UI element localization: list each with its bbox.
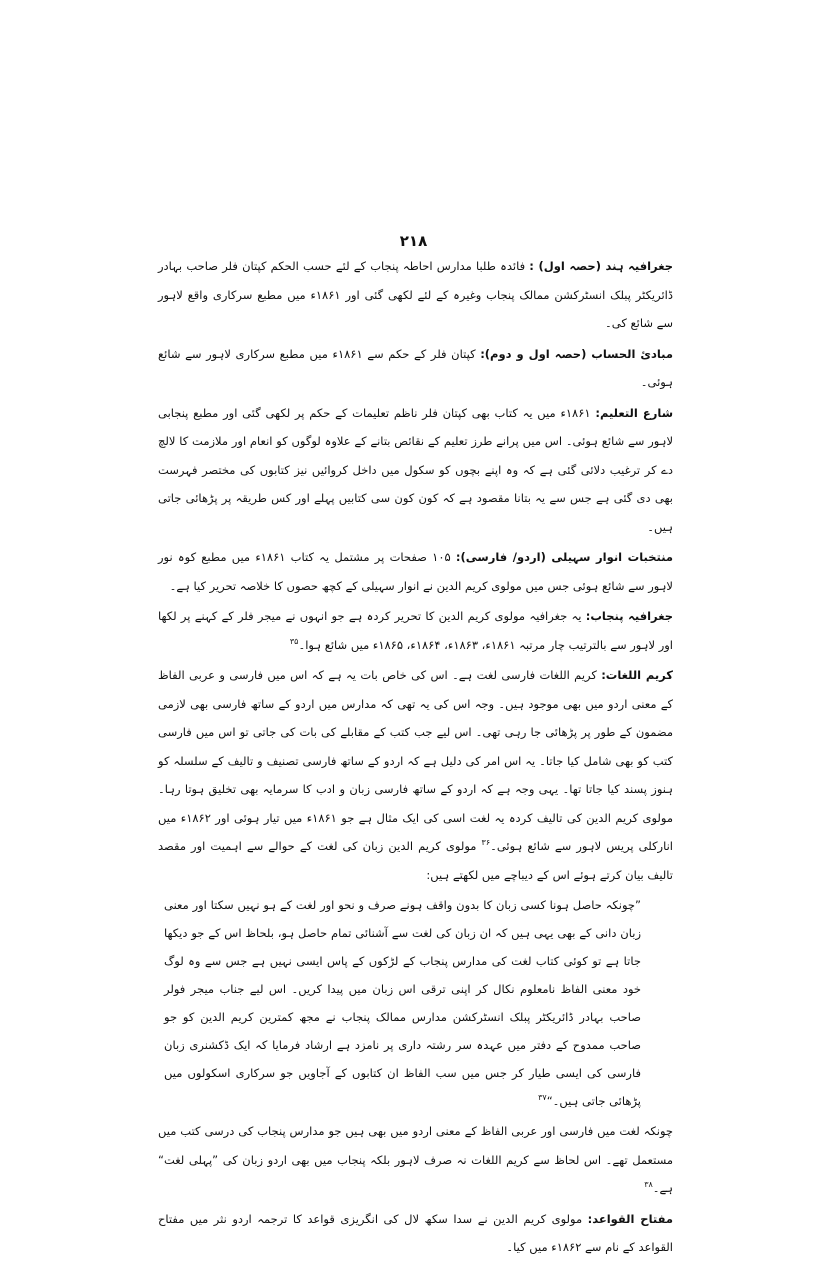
- quote-text: ”چونکہ حاصل ہونا کسی زبان کا بدون واقف ہونے صرف و نحو اور لغت کے ہو نہیں سکتا اور معنی زبان دانی کے بھی یہی ہیں کہ ان زبان کی لغت سے آشنائی تمام حاصل ہو، بلحاظ اس کے جو دیکھا جاتا ہے تو کوئی کتاب لغت کی مدارس پنجاب کے لڑکوں کے پاس ایسی نہیں ہے جس سے وہ لوگ خود معنی الفاظ نامعلوم نکال کر اپنی ترقی اس زبان میں پیدا کریں۔ اس لیے جناب میجر فولر صاحب بہادر ڈائریکٹر پبلک انسٹرکشن مدارس ممالک پنجاب نے مجھ کمترین کریم الدین کو جو صاحب ممدوح کے دفتر میں عہدہ سر رشتہ داری پر نامزد ہے ارشاد فرمایا کہ ایک ڈکشنری زبان فارسی کی ایسی طیار کر جس میں سب الفاظ ان کتابوں کے آجاویں جو سرکاری اسکولوں میں پڑھائی جاتی ہیں۔“: [164, 898, 641, 1108]
- paragraph-muntakhabat-anwar-suhaili: [158, 543, 673, 600]
- paragraph-heading: جغرافیہ ہند (حصہ اول) :: [529, 259, 673, 273]
- paragraph-text: فائدہ طلبا مدارس احاطہ پنجاب کے لئے حسب الحکم کپتان فلر صاحب بہادر ڈائریکٹر پبلک انسٹرکشن ممالک پنجاب وغیرہ کے لئے لکھی گئی اور ۱۸۶۱ء میں مطبع سرکاری واقع لاہور سے شائع کی۔: [158, 259, 673, 330]
- paragraph-heading: منتخبات انوار سہیلی (اردو/ فارسی):: [455, 550, 674, 564]
- footnote-marker: ۳۸: [644, 1180, 653, 1190]
- paragraph-shari-ut-taleem: [158, 399, 673, 542]
- paragraph-text: ۱۸۶۱ء میں یہ کتاب بھی کپتان فلر ناظم تعلیمات کے حکم پر لکھی گئی اور مطبع پنجابی لاہور سے شائع ہوئی۔ اس میں پرانے طرز تعلیم کے نقائص بتانے کے علاوہ لوگوں کو انعام اور ملازمت کا لالچ دے کر ترغیب دلائی گئی ہے کہ وہ اپنے بچوں کو سکول میں داخل کروائیں نیز کتابوں کی مختصر فہرست بھی دی گئی ہے جس سے یہ بتانا مقصود ہے کہ کون کون سی کتابیں پہلے اور کس طریقہ پر پڑھائی جاتی ہیں۔: [158, 405, 673, 534]
- paragraph-text-tail: مولوی کریم الدین زبان کی لغت کے حوالے سے اہمیت اور مقصد تالیف بیان کرتے ہوئے اس کے دیباچے میں لکھتے ہیں:: [158, 839, 673, 882]
- paragraph-heading: کریم اللغات:: [601, 668, 673, 682]
- paragraph-karim-ul-lughat: [158, 661, 673, 889]
- page-body: [158, 252, 673, 1264]
- footnote-marker: ۳۷: [538, 1093, 547, 1103]
- paragraph-mabadi-ul-hisab: [158, 340, 673, 397]
- paragraph-heading: مبادئ الحساب (حصہ اول و دوم):: [480, 346, 673, 361]
- paragraph-text: ۱۰۵ صفحات پر مشتمل یہ کتاب ۱۸۶۱ء میں مطبع کوہ نور لاہور سے شائع ہوئی جس میں مولوی کریم الدین نے انوار سہیلی کے کچھ حصوں کا خلاصہ تحریر کیا ہے۔: [158, 550, 673, 593]
- paragraph-text: چونکہ لغت میں فارسی اور عربی الفاظ کے معنی اردو میں بھی ہیں جو مدارس پنجاب کی درسی کتب میں مستعمل تھے۔ اس لحاظ سے کریم اللغات نہ صرف لاہور بلکہ پنجاب میں بھی اردو زبان کی ”پہلی لغت“ ہے۔: [158, 1124, 673, 1195]
- paragraph-heading: شارع التعلیم:: [595, 405, 674, 420]
- paragraph-heading: مفتاح القواعد:: [587, 1211, 673, 1226]
- block-quote: [164, 891, 641, 1115]
- paragraph-jughrafia-punjab: [158, 602, 673, 659]
- page-number: ۲۱۸: [399, 232, 428, 250]
- paragraph-heading: جغرافیہ پنجاب:: [585, 609, 673, 623]
- paragraph-text: مولوی کریم الدین نے سدا سکھ لال کی انگریزی قواعد کا ترجمہ اردو نثر میں مفتاح القواعد کے نام سے ۱۸۶۲ء میں کیا۔: [158, 1211, 673, 1254]
- paragraph-text: کریم اللغات فارسی لغت ہے۔ اس کی خاص بات یہ ہے کہ اس میں فارسی و عربی الفاظ کے معنی اردو میں بھی موجود ہیں۔ وجہ اس کی یہ تھی کہ مدارس میں اردو کے ساتھ فارسی بھی لازمی مضمون کے طور پر پڑھائی جا رہی تھی۔ اس لیے جب کتب کے مقابلے کی بات کی جاتی تو اس میں فارسی کتب کو بھی شامل کیا جاتا۔ یہ اس امر کی دلیل ہے کہ اردو کے ساتھ فارسی تصنیف و تالیف کے سلسلہ کو ہنوز پسند کیا جاتا تھا۔ یہی وجہ ہے کہ اردو کے ساتھ فارسی زبان و ادب کا سرمایہ بھی تخلیق ہوتا رہا۔ مولوی کریم الدین کی تالیف کردہ یہ لغت اسی کی ایک مثال ہے جو ۱۸۶۱ء میں تیار ہوئی اور ۱۸۶۲ء میں انارکلی پریس لاہور سے شائع ہوئی۔: [158, 668, 673, 853]
- paragraph-text: یہ جغرافیہ مولوی کریم الدین کا تحریر کردہ ہے جو انہوں نے میجر فلر کے کہنے پر لکھا اور لاہور سے بالترتیب چار مرتبہ ۱۸۶۱ء، ۱۸۶۳ء، ۱۸۶۴ء، ۱۸۶۵ء میں شائع ہوا۔: [158, 609, 673, 652]
- paragraph-miftah-ul-qawaid: [158, 1205, 673, 1262]
- paragraph-pehli-lughat: [158, 1117, 673, 1203]
- paragraph-text: کپتان فلر کے حکم سے ۱۸۶۱ء میں مطبع سرکاری لاہور سے شائع ہوئی۔: [158, 346, 673, 389]
- footnote-marker: ۳۶: [481, 838, 491, 848]
- footnote-marker: ۳۵: [289, 636, 299, 646]
- paragraph-jughrafia-hind: [158, 252, 673, 338]
